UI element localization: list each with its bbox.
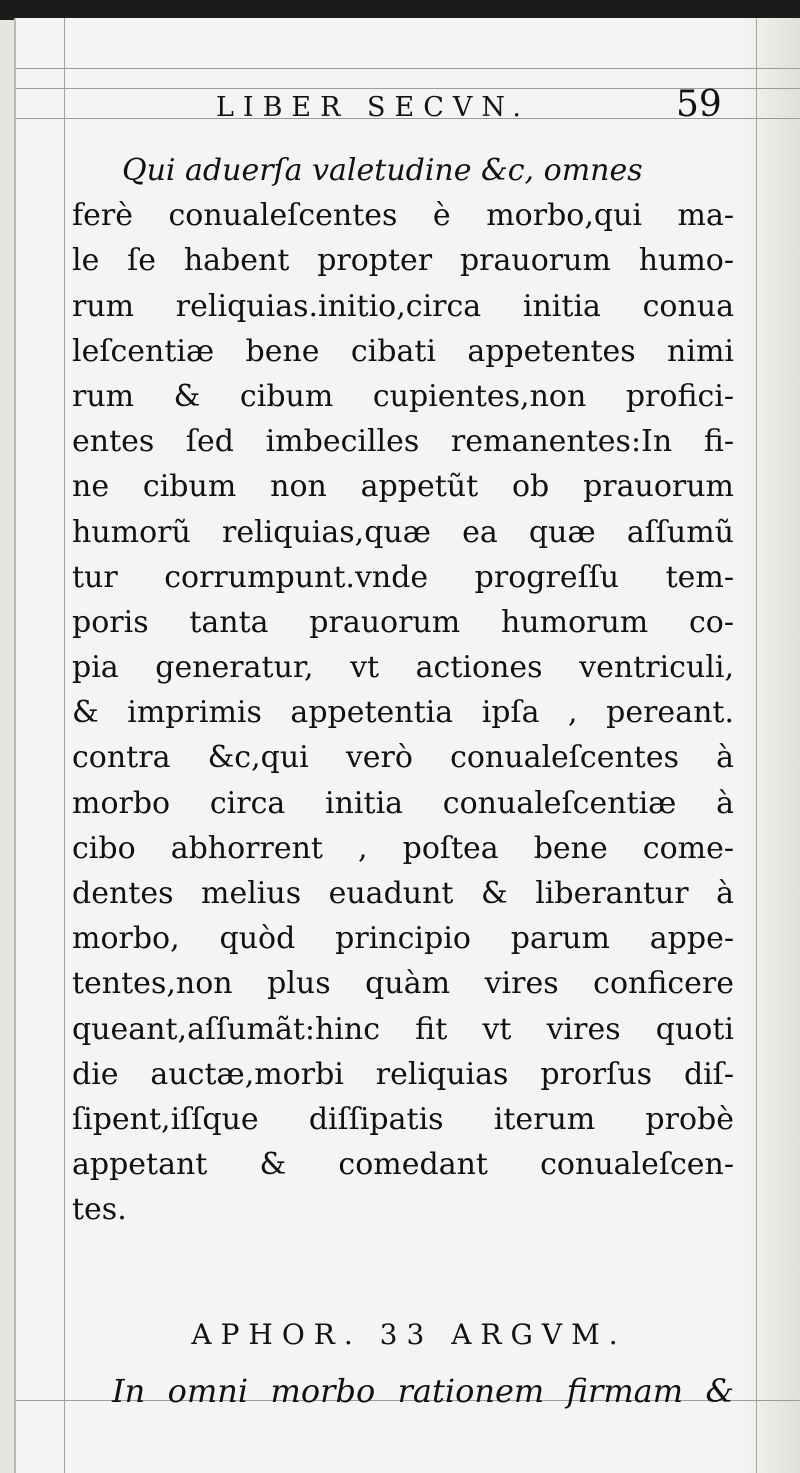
page-number: 59	[676, 84, 722, 125]
book-page	[14, 18, 800, 1473]
text-line: tes.	[72, 1192, 127, 1228]
text-line: contra &c,qui verò conualeſcentes à	[72, 740, 734, 776]
text-line: humorũ reliquias,quæ ea quæ aſſumũ	[72, 514, 734, 550]
ruled-line	[16, 68, 800, 69]
text-line: poris tanta prauorum humorum co-	[72, 604, 734, 640]
ruled-margin-line	[756, 18, 757, 1473]
text-line: queant,aſſumãt:hinc fit vt vires quoti	[72, 1011, 734, 1047]
text-line: rum & cibum cupientes,non profici-	[72, 378, 734, 414]
page-edge-shadow	[742, 18, 800, 1473]
text-line: ſipent,iſſque diſſipatis iterum probè	[72, 1101, 734, 1137]
text-line: le ſe habent propter prauorum humo-	[72, 243, 734, 279]
text-line: cibo abhorrent , poſtea bene come-	[72, 830, 734, 866]
text-line: dentes melius euadunt & liberantur à	[72, 876, 734, 911]
page-header	[16, 84, 800, 134]
text-line: die auctæ,morbi reliquias prorſus diſ-	[72, 1056, 734, 1092]
text-line: morbo circa initia conualeſcentiæ à	[72, 785, 734, 821]
text-line: appetant & comedant conualeſcen-	[72, 1147, 734, 1183]
text-line: leſcentiæ bene cibati appetentes nimi	[72, 333, 734, 369]
running-title: LIBER SECVN.	[216, 92, 530, 123]
text-line: morbo, quòd principio parum appe-	[72, 921, 734, 957]
aphorism-first-line: In omni morbo rationem firmam &	[112, 1372, 734, 1410]
commentary-text	[72, 148, 734, 1233]
text-line: rum reliquias.initio,circa initia conua	[72, 288, 734, 324]
text-line: pia generatur, vt actiones ventriculi,	[72, 650, 734, 686]
text-line: ne cibum non appetũt ob prauorum	[72, 469, 734, 505]
text-line: & imprimis appetentia ipſa , pereant.	[72, 695, 734, 731]
text-line: entes ſed imbecilles remanentes:In fi-	[72, 424, 734, 460]
lemma-text: Qui aduerſa valetudine &c, omnes	[122, 153, 643, 188]
text-line: tentes,non plus quàm vires conficere	[72, 966, 734, 1002]
aphorism-heading: APHOR. 33 ARGVM.	[191, 1318, 627, 1351]
text-line	[72, 148, 734, 193]
ruled-margin-line	[64, 18, 65, 1473]
text-line: tur corrumpunt.vnde progreſſu tem-	[72, 559, 734, 595]
scan-dark-edge	[0, 0, 800, 20]
text-line: ferè conualeſcentes è morbo,qui ma-	[72, 198, 734, 234]
